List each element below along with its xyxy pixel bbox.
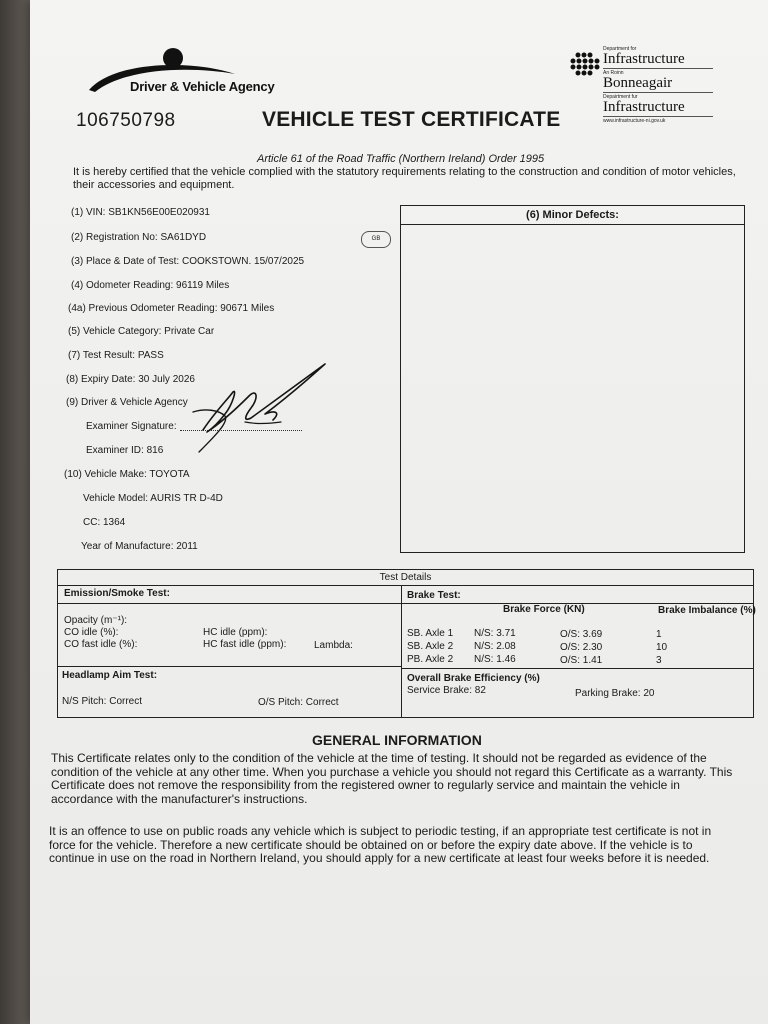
examiner-id-field: Examiner ID: 816: [86, 445, 164, 456]
axle-1-ns: N/S: 3.71: [474, 628, 516, 639]
article-reference: Article 61 of the Road Traffic (Northern Ireland) Order 1995: [257, 153, 545, 165]
place-date-field: (3) Place & Date of Test: COOKSTOWN. 15/07/2025: [71, 256, 305, 267]
axle-1-os: O/S: 3.69: [560, 629, 603, 640]
agency-name: Driver & Vehicle Agency: [130, 79, 275, 94]
axle-2-label: SB. Axle 2: [407, 641, 454, 652]
examiner-signature-image: [185, 352, 345, 457]
vehicle-make-field: (10) Vehicle Make: TOYOTA: [64, 469, 190, 480]
efficiency-divider: [401, 668, 753, 669]
parking-brake-field: Parking Brake: 20: [575, 688, 655, 699]
expiry-date-field: (8) Expiry Date: 30 July 2026: [66, 374, 195, 385]
year-field: Year of Manufacture: 2011: [81, 541, 198, 552]
odometer-field: (4) Odometer Reading: 96119 Miles: [71, 280, 230, 291]
vin-field: (1) VIN: SB1KN56E00E020931: [71, 207, 210, 218]
os-pitch-field: O/S Pitch: Correct: [258, 697, 339, 708]
axle-3-os: O/S: 1.41: [560, 655, 603, 666]
gb-badge: GB: [361, 231, 391, 248]
general-info-para-1: This Certificate relates only to the condition of the vehicle at the time of testing. It should not be regarded as evidence of the condition of the vehicle at any other time. When you purchase a vehicle you should not regard this Certificate as a warranty. This Certificate does not remove the responsibility from the registered owner to regularly service and maintain the vehicle in accordance with the manufacturer's instructions.: [51, 751, 733, 806]
service-brake-field: Service Brake: 82: [407, 685, 486, 696]
cc-field: CC: 1364: [83, 517, 126, 528]
dfi-label-2: An Roinn: [603, 70, 624, 76]
ns-pitch-field: N/S Pitch: Correct: [62, 696, 143, 707]
axle-2-imbalance: 10: [656, 642, 668, 653]
brake-force-header: Brake Force (KN): [503, 604, 585, 615]
dfi-label-3: Depairtment fur: [603, 94, 638, 100]
axle-3-label: PB. Axle 2: [407, 654, 454, 665]
test-details-divider: [401, 585, 402, 717]
minor-defects-box: [400, 205, 745, 553]
intro-text: It is hereby certified that the vehicle complied with the statutory requirements relating to the construction and condition of motor vehicles, their accessories and equipment.: [73, 166, 736, 191]
co-fast-label: CO fast idle (%):: [64, 639, 138, 650]
hc-fast-label: HC fast idle (ppm):: [203, 639, 287, 650]
agency-field: (9) Driver & Vehicle Agency: [66, 397, 188, 408]
opacity-label: Opacity (m⁻¹):: [64, 615, 128, 626]
lambda-label: Lambda:: [314, 640, 353, 651]
minor-defects-header: (6) Minor Defects:: [401, 206, 744, 225]
emission-divider: [58, 603, 401, 604]
certificate-number: 106750798: [76, 110, 176, 131]
dva-swoosh-icon: [85, 46, 305, 106]
axle-2-ns: N/S: 2.08: [474, 641, 516, 652]
dfi-logo: [568, 46, 768, 136]
certificate-title: VEHICLE TEST CERTIFICATE: [262, 108, 561, 131]
test-details-box: [57, 569, 754, 718]
examiner-signature-label: Examiner Signature:: [86, 421, 177, 432]
general-info-para-2: It is an offence to use on public roads any vehicle which is subject to periodic testing, if an appropriate test certificate is not in force for the vehicle. Therefore a new certificate should be obtained on or before the expiry date above. If the vehicle is to continue in use on the road in Northern Ireland, you should apply for a new certificate at least four weeks before it is needed.: [49, 824, 712, 865]
test-details-header: Test Details: [58, 570, 753, 586]
dfi-name-1: Infrastructure: [603, 51, 685, 67]
dfi-emblem-icon: [568, 50, 600, 80]
brake-imbalance-header: Brake Imbalance (%): [658, 605, 756, 616]
headlamp-divider: [58, 666, 401, 667]
vehicle-category-field: (5) Vehicle Category: Private Car: [68, 326, 215, 337]
dva-logo: [85, 46, 305, 106]
general-info-title: GENERAL INFORMATION: [312, 732, 482, 748]
dfi-url: www.infrastructure-ni.gov.uk: [603, 118, 666, 124]
co-idle-label: CO idle (%):: [64, 627, 119, 638]
headlamp-title: Headlamp Aim Test:: [62, 670, 158, 681]
dfi-name-2: Bonneagair: [603, 75, 673, 91]
dfi-label-1: Department for: [603, 46, 637, 52]
test-result-field: (7) Test Result: PASS: [68, 350, 164, 361]
axle-2-os: O/S: 2.30: [560, 642, 603, 653]
registration-field: (2) Registration No: SA61DYD: [71, 232, 207, 243]
previous-odometer-field: (4a) Previous Odometer Reading: 90671 Miles: [68, 303, 275, 314]
emission-title: Emission/Smoke Test:: [64, 588, 170, 599]
axle-1-label: SB. Axle 1: [407, 628, 454, 639]
dfi-name-3: Infrastructure: [603, 99, 685, 115]
hc-idle-label: HC idle (ppm):: [203, 627, 268, 638]
axle-3-imbalance: 3: [656, 655, 662, 666]
brake-efficiency-title: Overall Brake Efficiency (%): [407, 673, 540, 684]
axle-3-ns: N/S: 1.46: [474, 654, 516, 665]
axle-1-imbalance: 1: [656, 629, 662, 640]
brake-title: Brake Test:: [407, 590, 461, 601]
certificate-paper: [30, 0, 768, 1024]
vehicle-model-field: Vehicle Model: AURIS TR D-4D: [83, 493, 223, 504]
